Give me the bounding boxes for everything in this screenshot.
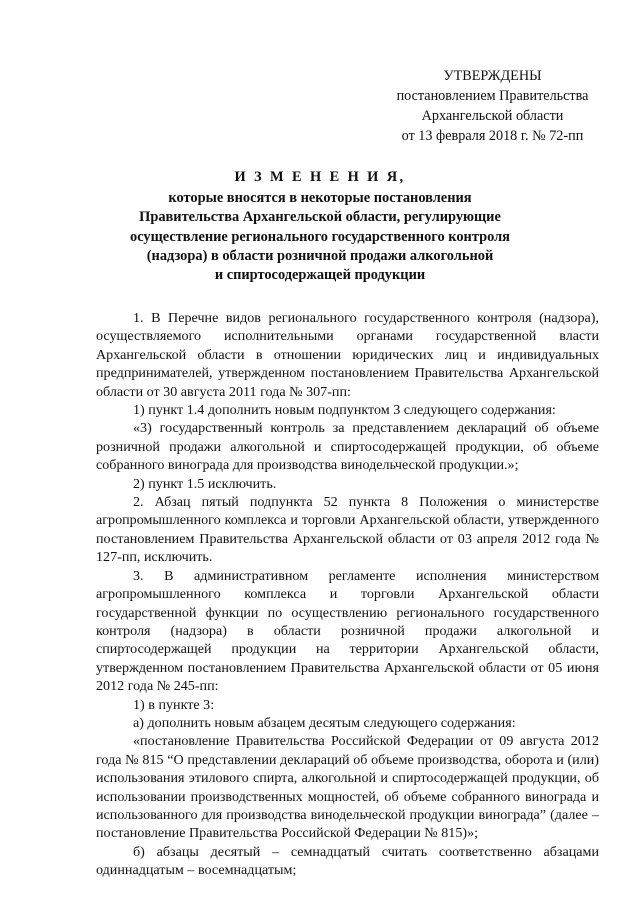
paragraph-subitem: 1) пункт 1.4 дополнить новым подпунктом 3 следующего содержания: xyxy=(133,402,556,419)
paragraph-item-2: 2. Абзац пятый подпункта 52 пункта 8 Положения о министерстве агропромышленного комплекса и торговли Архангельской области, утвержденного постановлением Правительства Архангельской области от 03 апреля 2012 года № 127-пп, исключить. xyxy=(96,494,599,566)
approval-stamp xyxy=(385,66,600,146)
document-body xyxy=(96,309,599,880)
heading-line: Правительства Архангельской области, регулирующие xyxy=(139,209,501,226)
heading-line: (надзора) в области розничной продажи алкогольной xyxy=(146,247,494,264)
paragraph-quote: «3) государственный контроль за представлением деклараций об объеме розничной продажи алкогольной и спиртосодержащей продукции, об объеме собранного винограда для производства винодельческой продукции.»; xyxy=(96,420,599,474)
heading-title: И З М Е Н Е Н И Я, xyxy=(234,169,406,185)
approval-resolution: постановлением Правительства xyxy=(396,88,589,104)
heading-line: и спиртосодержащей продукции xyxy=(214,267,426,284)
paragraph-subitem: 2) пункт 1.5 исключить. xyxy=(133,475,277,492)
approval-title: УТВЕРЖДЕНЫ xyxy=(443,68,542,84)
paragraph-subitem: а) дополнить новым абзацем десятым следующего содержания: xyxy=(133,714,516,731)
approval-date-number: от 13 февраля 2018 г. № 72-пп xyxy=(401,128,584,144)
paragraph-item-3: 3. В административном регламенте исполнения министерством агропромышленного комплекса и торговли Архангельской области государственной функции по осуществлению регионального государственного контроля (надзора) в области розничной продажи алкогольной и спиртосодержащей продукции на территории Архангельской области, утвержденном постановлением Правительства Архангельской области от 05 июня 2012 года № 245-пп: xyxy=(96,567,599,695)
heading-line: осуществление регионального государственного контроля xyxy=(130,228,510,245)
document-heading xyxy=(110,168,530,285)
heading-line: которые вносятся в некоторые постановления xyxy=(168,190,472,207)
paragraph-subitem: б) абзацы десятый – семнадцатый считать соответственно абзацами одиннадцатым – восемнадцатым; xyxy=(96,843,599,879)
paragraph-subitem: 1) в пункте 3: xyxy=(133,696,215,713)
approval-region: Архангельской области xyxy=(421,108,564,124)
paragraph-quote: «постановление Правительства Российской Федерации от 09 августа 2012 года № 815 “О представлении деклараций об объеме производства, оборота и (или) использования этилового спирта, алкогольной и спиртосодержащей продукции, об использовании производственных мощностей, об объеме собранного винограда и использованного для производства винодельческой продукции винограда” (далее – постановление Правительства Российской Федерации № 815)»; xyxy=(96,733,599,842)
paragraph-item-1: 1. В Перечне видов регионального государственного контроля (надзора), осуществляемого исполнительными органами государственной власти Архангельской области в отношении юридических лиц и индивидуальных предпринимателей, утвержденном постановлением Правительства Архангельской области от 30 августа 2011 года № 307-пп: xyxy=(96,310,599,400)
